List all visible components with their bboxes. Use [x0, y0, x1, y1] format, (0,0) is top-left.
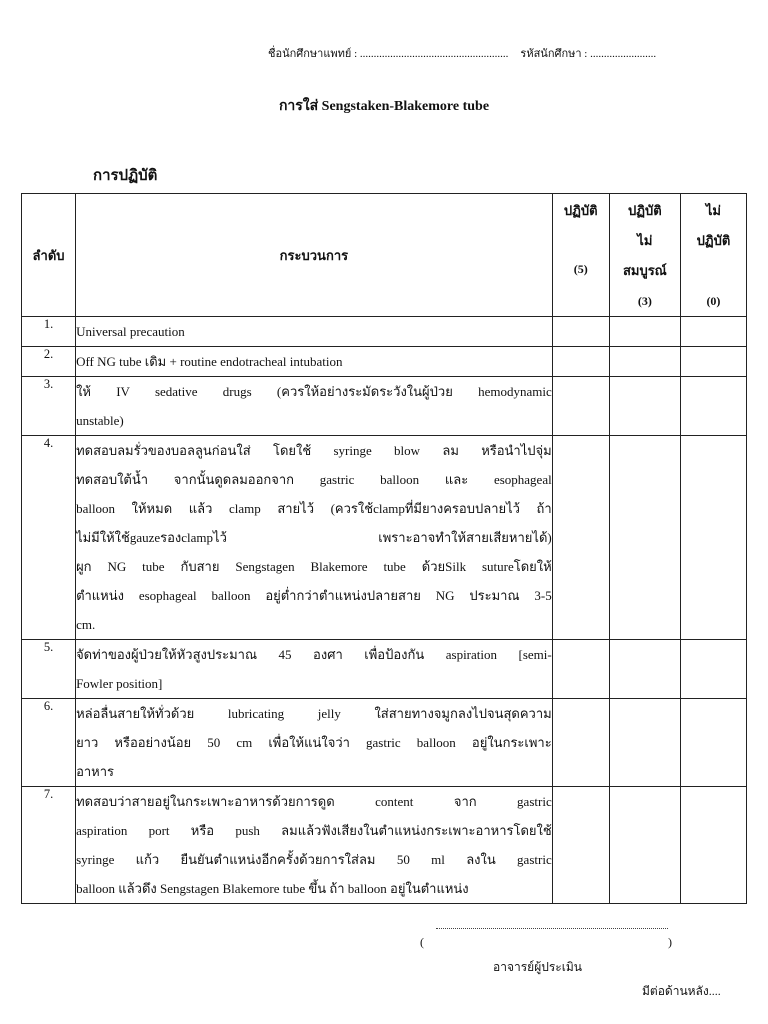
procedure-step-line: ผูก NG tube กับสาย Sengstagen Blakemore tube ด้วยSilk sutureโดยให้ — [76, 559, 552, 574]
score-partial-cell[interactable] — [609, 317, 680, 347]
procedure-step-line: Universal precaution — [76, 324, 185, 339]
procedure-step-line: cm. — [76, 617, 96, 632]
table-header-row — [22, 194, 747, 317]
procedure-step-line: syringe แก้ว ยืนยันตำแหน่งอีกครั้งด้วยการใส่ลม 50 ml ลงใน gastric — [76, 852, 552, 867]
header-score-partial-line1: ปฏิบัติ — [628, 203, 662, 218]
score-full-cell[interactable] — [552, 436, 609, 640]
student-info-line — [268, 44, 688, 62]
score-full-cell[interactable] — [552, 317, 609, 347]
score-none-cell[interactable] — [680, 640, 746, 699]
score-none-cell[interactable] — [680, 787, 746, 904]
procedure-step — [76, 317, 553, 347]
score-partial-cell[interactable] — [609, 436, 680, 640]
header-score-none-line1: ไม่ — [705, 203, 721, 218]
evaluator-name-paren-close: ) — [668, 935, 672, 949]
document-title: การใส่ Sengstaken-Blakemore tube — [278, 99, 490, 114]
table-row — [22, 699, 747, 787]
header-score-none — [680, 194, 746, 317]
table-body — [22, 317, 747, 904]
student-id-field: รหัสนักศึกษา : ........................ — [520, 48, 657, 60]
score-full-cell[interactable] — [552, 699, 609, 787]
header-score-none-points: (0) — [706, 294, 721, 308]
header-score-full-points: (5) — [573, 262, 588, 276]
score-partial-cell[interactable] — [609, 699, 680, 787]
procedure-step-line: ทดสอบลมรั่วของบอลลูนก่อนใส่ โดยใช้ syringe blow ลม หรือนำไปจุ่ม — [76, 443, 552, 458]
procedure-step-line: Off NG tube เดิม + routine endotracheal intubation — [76, 354, 343, 369]
row-number: 1. — [22, 317, 76, 347]
score-partial-cell[interactable] — [609, 787, 680, 904]
procedure-step-line: จัดท่าของผู้ป่วยให้หัวสูงประมาณ 45 องศา เพื่อป้องกัน aspiration [semi- — [76, 647, 552, 662]
procedure-step-line: Fowler position] — [76, 676, 163, 691]
procedure-step-line: balloon ให้หมด แล้ว clamp สายไว้ (ควรใช้clampที่มียางครอบปลายไว้ ถ้า — [76, 501, 552, 516]
row-number: 4. — [22, 436, 76, 640]
row-number: 3. — [22, 377, 76, 436]
header-score-partial-line3: สมบูรณ์ — [622, 263, 667, 278]
score-full-cell[interactable] — [552, 787, 609, 904]
score-partial-cell[interactable] — [609, 377, 680, 436]
student-name-field: ชื่อนักศึกษาแพทย์ : ...................................................... — [268, 48, 509, 60]
procedure-step — [76, 640, 553, 699]
procedure-step-line: balloon แล้วดึง Sengstagen Blakemore tube ขึ้น ถ้า balloon อยู่ในตำแหน่ง — [76, 881, 469, 896]
row-number: 2. — [22, 347, 76, 377]
procedure-step — [76, 699, 553, 787]
score-full-cell[interactable] — [552, 347, 609, 377]
row-number: 6. — [22, 699, 76, 787]
header-no: ลำดับ — [22, 194, 76, 317]
score-partial-cell[interactable] — [609, 640, 680, 699]
procedure-step-line: unstable) — [76, 413, 124, 428]
score-none-cell[interactable] — [680, 377, 746, 436]
score-none-cell[interactable] — [680, 347, 746, 377]
continued-note: มีต่อด้านหลัง.... — [642, 984, 721, 998]
procedure-step — [76, 436, 553, 640]
procedure-step — [76, 787, 553, 904]
score-partial-cell[interactable] — [609, 347, 680, 377]
evaluator-name-paren-open: ( — [420, 935, 424, 949]
table-row — [22, 317, 747, 347]
procedure-step-line: อาหาร — [76, 764, 115, 779]
evaluator-label: อาจารย์ผู้ประเมิน — [493, 960, 582, 974]
header-score-full-label: ปฏิบัติ — [563, 203, 598, 218]
procedure-checklist-table — [21, 193, 747, 904]
table-row — [22, 436, 747, 640]
row-number: 7. — [22, 787, 76, 904]
header-score-partial-points: (3) — [637, 294, 652, 308]
procedure-step-line: ให้ IV sedative drugs (ควรให้อย่างระมัดระวังในผู้ป่วย hemodynamic — [76, 384, 552, 399]
header-score-full — [552, 194, 609, 317]
procedure-step — [76, 377, 553, 436]
procedure-step-line: aspiration port หรือ push ลมแล้วฟังเสียงในตำแหน่งกระเพาะอาหารโดยใช้ — [76, 823, 552, 838]
header-procedure: กระบวนการ — [76, 194, 553, 317]
section-heading: การปฏิบัติ — [93, 168, 158, 184]
header-score-partial-line2: ไม่ — [637, 233, 653, 248]
score-full-cell[interactable] — [552, 640, 609, 699]
table-row — [22, 377, 747, 436]
procedure-step — [76, 347, 553, 377]
score-none-cell[interactable] — [680, 699, 746, 787]
procedure-step-line: ทดสอบว่าสายอยู่ในกระเพาะอาหารด้วยการดูด content จาก gastric — [76, 794, 552, 809]
procedure-step-line: ตำแหน่ง esophageal balloon อยู่ต่ำกว่าตำแหน่งปลายสาย NG ประมาณ 3-5 — [76, 588, 552, 603]
procedure-step-line: ยาว หรืออย่างน้อย 50 cm เพื่อให้แน่ใจว่า gastric balloon อยู่ในกระเพาะ — [76, 735, 552, 750]
row-number: 5. — [22, 640, 76, 699]
signature-line — [436, 918, 668, 929]
score-full-cell[interactable] — [552, 377, 609, 436]
header-score-partial — [609, 194, 680, 317]
procedure-step-line: หล่อลื่นสายให้ทั่วด้วย lubricating jelly ใส่สายทางจมูกลงไปจนสุดความ — [76, 706, 552, 721]
table-row — [22, 347, 747, 377]
score-none-cell[interactable] — [680, 436, 746, 640]
procedure-step-line: ทดสอบใต้น้ำ จากนั้นดูดลมออกจาก gastric balloon และ esophageal — [76, 472, 552, 487]
procedure-step-line: ไม่มีให้ใช้gauzeรองclampไว้ เพราะอาจทำให้สายเสียหายได้) — [76, 530, 552, 545]
table-row — [22, 787, 747, 904]
table-row — [22, 640, 747, 699]
header-score-none-line2: ปฏิบัติ — [696, 233, 731, 248]
score-none-cell[interactable] — [680, 317, 746, 347]
